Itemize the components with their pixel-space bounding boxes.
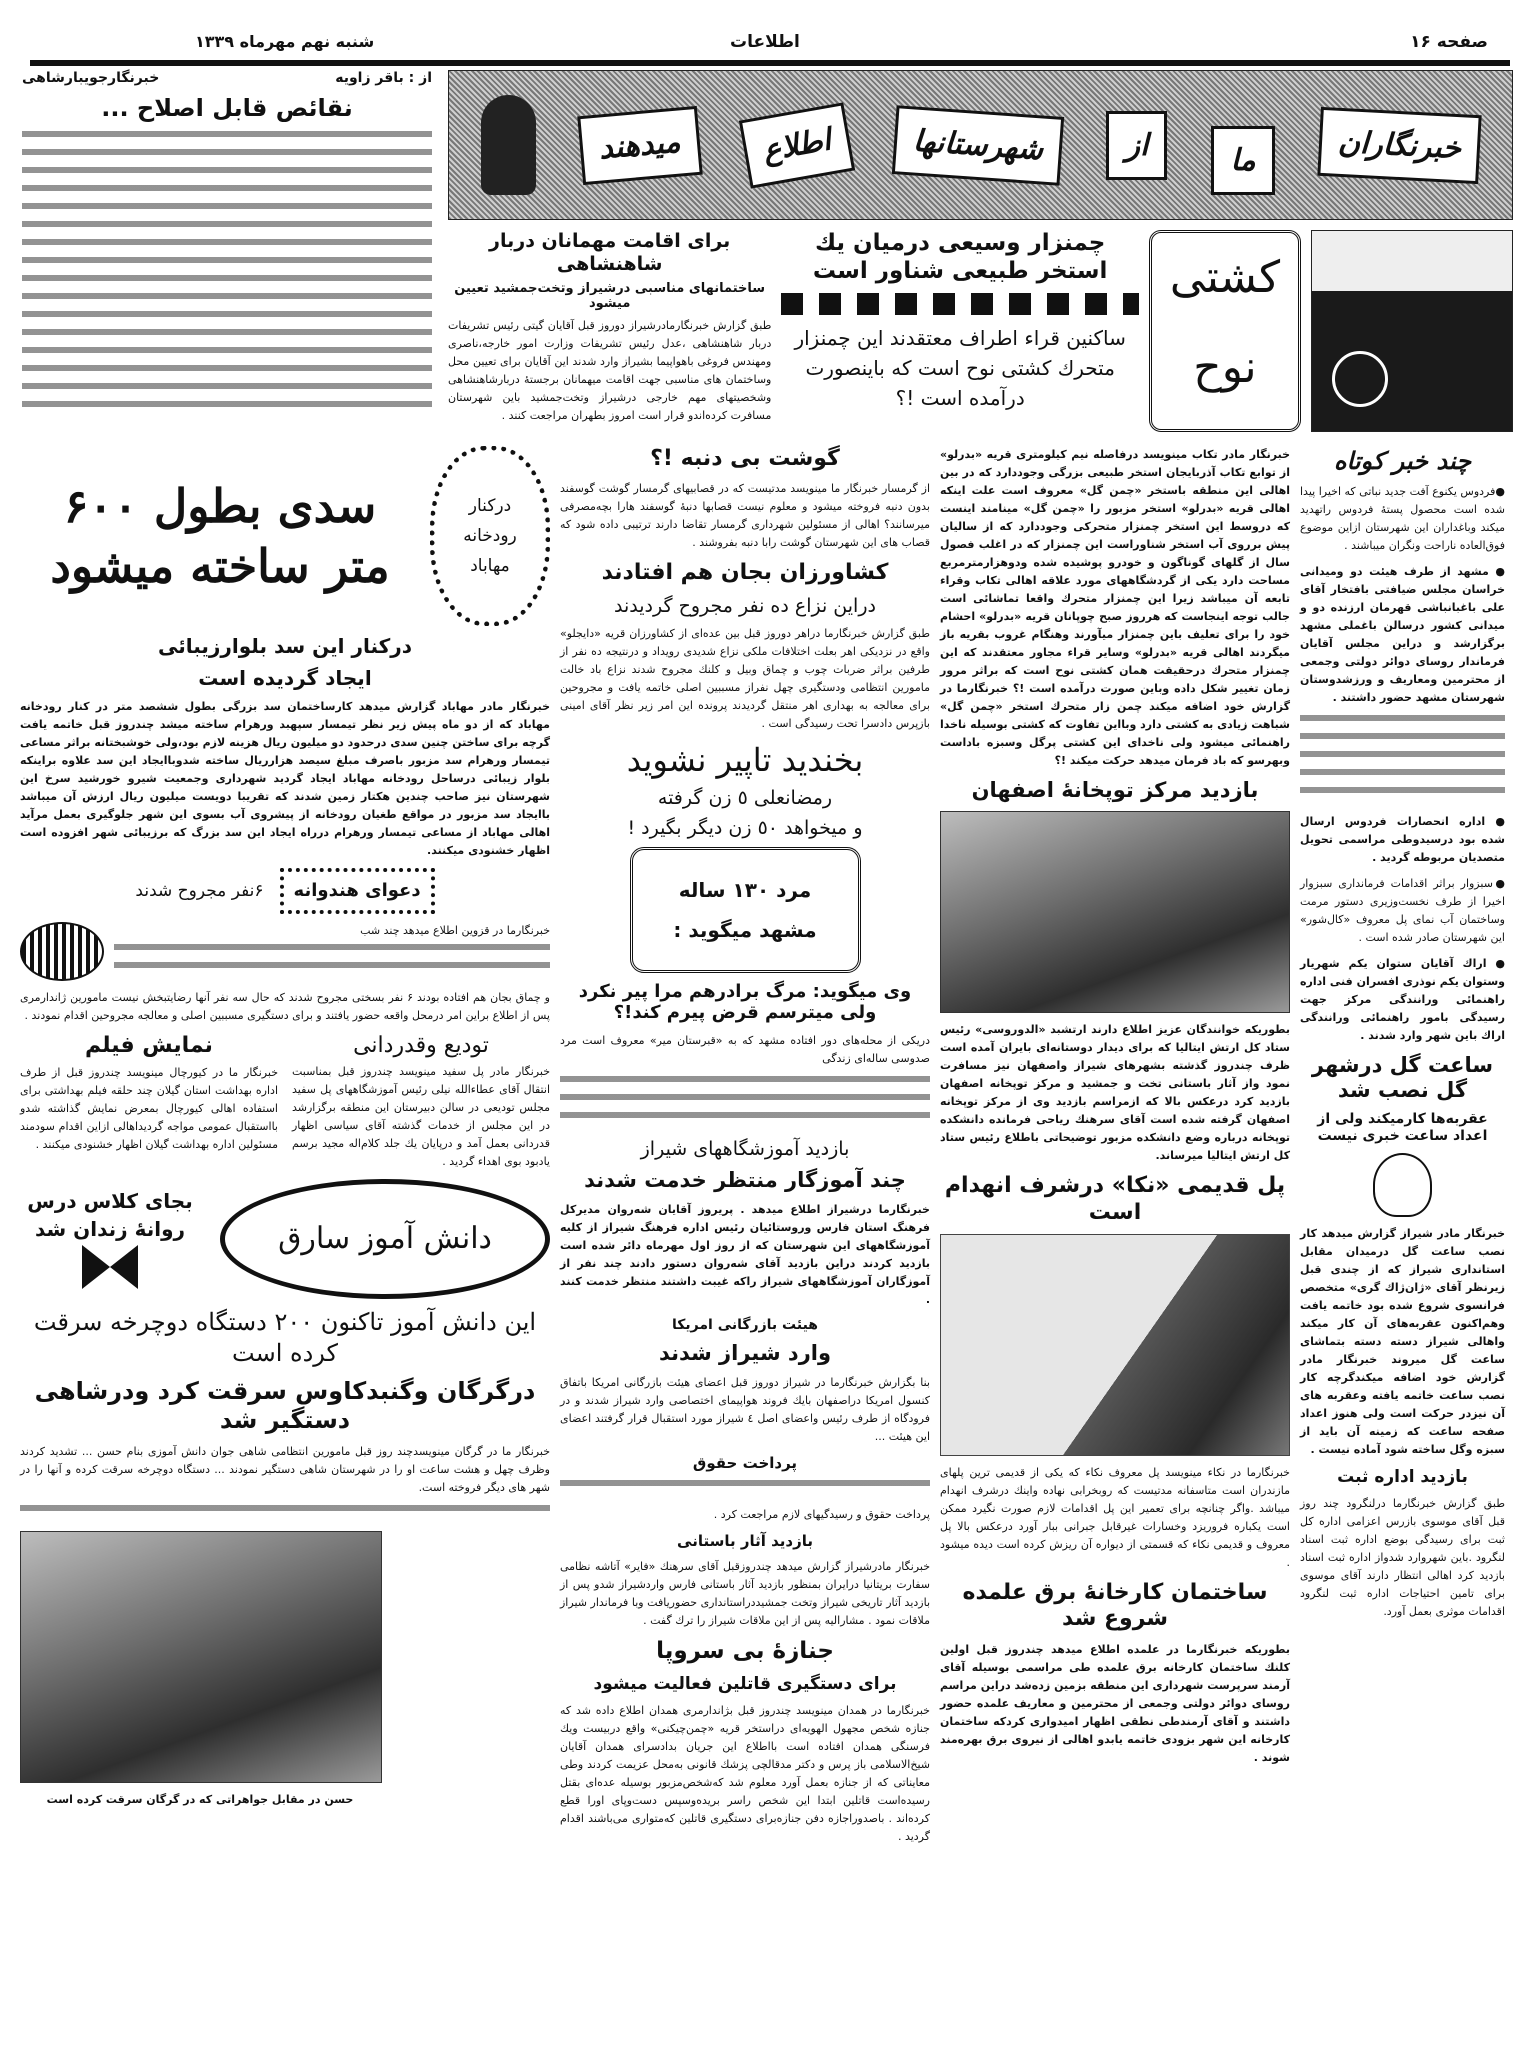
short-news-item: ● مشهد از طرف هیئت دو ومیدانی خراسان مجلس ضیافتی بافتخار آقای علی باغبانباشی قهرمان ارزنده دو و میدانی کشور درسالن باغملی مشهد برگزارشد و دراین مجلس آقایان فرماندار روسای دوائر دولتی وجمعی از محترمین ومعاریف و ورزشدوستان شهرستان مشهد حضور داشتند . — [1300, 565, 1505, 704]
banner-sign: خبرنگاران — [1317, 106, 1481, 183]
top-band — [0, 70, 1518, 432]
short-news-item: ●سبزوار براثر اقدامات فرمانداری سبزوار اخیرا از طرف نخست‌وزیری دستور مرمت وساختمان آب نمای پل معروف «کال‌شور» این شهرستان صادر شده است . — [1300, 877, 1505, 944]
bowtie-icon — [82, 1245, 138, 1289]
headline-ark: چمنزار وسیعی درمیان یك استخر طبیعی شناور است — [812, 230, 1108, 284]
subhead-clock: عقربه‌ها کارمیکند ولی از اعداد ساعت خبری نیست — [1317, 1111, 1488, 1145]
farewell-article — [292, 1033, 550, 1171]
article-body-royal-guests: طبق گزارش خبرنگارمادرشیراز دوروز قبل آقایان گیتی رئیس تشریفات دربار شاهنشاهی ،عدل رئیس تشریفات وزارت امور خارجه،ناصری ومهندس فروغی باهواپیما بشیراز وارد شدند این آقایان برای تعیین محل وساختمان های مناسبی جهت اقامت میهمانان برجستهٔ دربارشاهنشاهی وشخصیتهای مهم خارجی درشیراز وتخت‌جمشید باین شهرستان مسافرت کرده‌اندو قرار است امروز بطهران مراجعت کنند . — [448, 318, 772, 422]
headline-royal-guests: برای اقامت مهمانان دربار شاهنشاهی — [489, 230, 731, 275]
reporter-credit: خبرنگارجویبارشاهی — [22, 70, 160, 86]
page-number: صفحه ۱۶ — [1410, 32, 1488, 52]
headline-farewell: تودیع وقدردانی — [353, 1032, 489, 1058]
watermelon-icon — [20, 922, 104, 981]
oval-student-thief: دانش آموز سارق — [220, 1179, 550, 1299]
headline-reform: نقائص قابل اصلاح ... — [101, 94, 353, 122]
watermelon-heading-row — [20, 868, 550, 914]
banner-sign: ما — [1211, 126, 1274, 195]
article-body-ark: خبرنگار مادر تکاب مینویسد درفاصله نیم کیلومتری قریه «بدرلو» از توابع تکاب آذربایجان استخر طبیعی بزرگی وجوددارد که در بین اهالی این منطقه باستخر «چمن گل» معروف است علت اینکه اهالی قریه «بدرلو» استخر مزبور را «چمن گل» مینامند اینست که دروسط این استخر چمنزار متحرکی وجوددارد که از سالیان پیش برروی آب استخر شناوراست این چمنزار که در اغلب فصول سال از گلهای گوناگون و خودرو پوشیده شده ودوهزارمترمربع مساحت دارد یکی از گردشگاههای مورد علاقه اهالی تکاب وقراء تابعه آن میباشد زیرا این چمنزار متحرك واقعا تماشائی است جالب توجه اینجاست که هرروز صبح چوپانان قریه «بدرلو» احشام خود را برای تعلیف باین چمنزار میآورند وهنگام غروب بقریه باز میگردند اهالی قریه «بدرلو» وسایر قراء مجاور معتقدند که این چمنزار متحرك درحقیقت همان کشتی نوح است که براثر مرور زمان تغییر شکل داده وباین صورت درآمده است !؟ خبرنگارما در گزارش خود اضافه میکند چمن زار متحرك استخر «چمن گل» شباهت زیادی به کشتی دارد وبااین تفاوت که کشتی بوسیله ناخدا راهنمائی میشود ولی ناخدای این کشتی پرگل وسبزه باداست وبهرسو که باد فرمان میدهد حرکت میکند !؟ — [940, 448, 1290, 767]
banner-sign: شهرستانها — [892, 105, 1065, 186]
watermelon-body-row — [20, 922, 550, 981]
headline-dam — [20, 476, 420, 596]
headline-us-delegation: وارد شیراز شدند — [658, 1341, 832, 1366]
kicker-student-2: روانهٔ زندان شد — [34, 1216, 186, 1241]
article-body-shiraz-schools: خبرنگارما درشیراز اطلاع میدهد . پریروز آقایان شه‌روان مدیرکل فرهنگ استان فارس وروستائیان رئیس اداره فرهنگ شیراز از کلیه آموزشگاههای این شهرستان که از روز اول مهرماه دائر شده است بازدید کردند دراین بازدید آقای شه‌روان دستور دادند چند نفر از آموزگاران آموزشگاههای شیراز راکه غیبت داشتند منتظر خدمت کنند . — [560, 1203, 930, 1307]
flower-clock-icon — [1373, 1153, 1432, 1217]
short-news-item: ● اداره انحصارات فردوس ارسال شده بود درسیدوطی مراسمی تحویل متصدیان مربوطه گردید . — [1300, 815, 1505, 864]
newspaper-name: اطلاعات — [730, 32, 800, 52]
subhead-corpse: برای دستگیری قاتلین فعالیت میشود — [593, 1673, 897, 1694]
phone-man-illustration — [1311, 230, 1513, 432]
article-body-registry: طبق گزارش خبرنگارما درلنگرود چند روز قبل آقای موسوی بازرس اعزامی اداره کل ثبت برای رسیدگی بوضع اداره ثبت اسناد لنگرود .باین شهروارد شدواز اداره ثبت اسناد بازدید کرد اهالی انتظار دارند آقای موسوی برای تامین احتیاجات اداره ثبت لنگرود اقدامات موثری بعمل آورد. — [1300, 1497, 1505, 1619]
headline-relics: بازدید آثار باستانی — [677, 1532, 813, 1551]
headline-meat: گوشت بی دنبه !؟ — [650, 446, 840, 471]
top-left-column — [22, 70, 432, 411]
article-body-us-delegation: بنا بگزارش خبرنگارما در شیراز دوروز قبل اعضای هیئت بازرگانی امریکا باتفاق کنسول امریکا دراصفهان بایك فروند هواپیمای اختصاصی وارد شیراز شدند و در فرودگاه از طرف رئیس واعضای اصل ٤ شیراز مورد استقبال قرار گرفتند اعضای این هیئت ... — [560, 1376, 930, 1444]
headline-artillery: بازدید مرکز توپخانهٔ اصفهان — [971, 778, 1259, 802]
headline-corpse: جنازهٔ بی سروپا — [656, 1638, 834, 1665]
article-body-pay-end: پرداخت حقوق و رسیدگیهای لازم مراجعت کرد . — [713, 1508, 930, 1522]
headline-farmers: کشاورزان بجان هم افتادند — [601, 560, 889, 586]
royal-guests-article — [448, 230, 771, 425]
subhead-dam-1: درکنار این سد بلوارزیبائی — [157, 634, 413, 658]
headline-dam-line1: سدی بطول ۶۰۰ — [63, 479, 377, 533]
subhead-ark: ساکنین قراء اطراف معتقدند این چمنزار متحرك کشتی نوح است که باینصورت درآمده است !؟ — [794, 326, 1126, 411]
dam-heading-row — [20, 446, 550, 626]
film-article — [20, 1033, 278, 1154]
age-box-line1: مرد ۱۳۰ ساله — [678, 877, 812, 902]
headline-laugh: بخندید تاپیر نشوید — [626, 740, 864, 779]
article-body-watermelon-mid — [114, 944, 550, 980]
starburst-line: درکنار — [468, 496, 512, 516]
headline-student-1: این دانش آموز تاکنون ۲۰۰ دستگاه دوچرخه سرقت کرده است — [33, 1307, 537, 1367]
subhead-farmers: دراین نزاع ده نفر مجروح گردیدند — [614, 594, 876, 617]
subhead-dam-2: ایجاد گردیده است — [198, 666, 372, 690]
top-stories-row — [448, 230, 1513, 432]
article-body-pay — [560, 1480, 930, 1498]
starburst-line: رودخانه — [463, 526, 517, 546]
subhead-royal-guests: ساختمانهای مناسبی درشیراز وتخت‌جمشید تعیین میشود — [454, 280, 766, 312]
square-divider — [781, 293, 1139, 315]
headline-pay: پرداخت حقوق — [692, 1454, 798, 1473]
headline-shiraz-schools: چند آموزگار منتظر خدمت شدند — [584, 1167, 906, 1192]
article-body-reform — [22, 131, 432, 411]
subhead-watermelon: ۶نفر مجروح شدند — [135, 880, 264, 901]
top-right-area — [448, 70, 1513, 432]
article-body-corpse: خبرنگارما در همدان مینویسد چندروز قبل بژاندارمری همدان اطلاع داده شد که جنازه شخص مجهول الهویه‌ای دراستخر قریه «چمن‌چیکنی» واقع دربیست ویك فرسنگی همدان افتاده است بااطلاع این جریان بدادسرای همدان آقایان شیخ‌الاسلامی باز پرس و دکتر مدقالچی پزشك قانونی به‌محل عزیمت کردند وطی معایناتی که از جنازه بعمل آورد معلوم شد که‌شخص‌مزبور بوسیله عده‌ای بقتل رسیده‌است قاتلین ابتدا این شخص راسر بریده‌وسپس دست‌وپای اورا قطع کرده‌اند . باصدوراجازه دفن جنازه‌برای دستگیری قاتلین که‌متواری می‌باشند اقدام گردید . — [560, 1703, 930, 1843]
column-left — [20, 446, 550, 1809]
article-body-film: خبرنگار ما در کیورچال مینویسد چندروز قبل از طرف اداره بهداشت استان گیلان چند حلقه فیلم بهداشتی برای استفاده اهالی کیورچال بمعرض نمایش گذاشته شدو بااستقبال عمومی مواجه گردیداهالی ازاین اقدام سودمند مسئولین اداره بهداشت گیلان اظهار خشنودی میکنند . — [20, 1065, 278, 1151]
artillery-photo — [940, 811, 1290, 1013]
kicker-shiraz-schools: بازدید آموزشگاههای شیراز — [640, 1137, 850, 1160]
article-body-student: خبرنگار ما در گرگان مینویسدچند روز قبل مامورین انتظامی شاهی جوان دانش آموزی بنام حسن ... تشدید کردند وظرف چهل و هشت ساعت او را در شهرستان شاهی دستگیر نمودند ... دستگاه دوچرخه سرقت کرده و آنها را در شهر های دیگر فروخته است. — [20, 1444, 550, 1494]
neka-bridge-photo — [940, 1234, 1290, 1456]
headline-clock: ساعت گل درشهر گل نصب شد — [1311, 1053, 1494, 1103]
headline-student-2: درگرگان وگنبدکاوس سرقت کرد ودرشاهی دستگیر شد — [34, 1376, 536, 1434]
article-body-meat: از گرمسار خبرنگار ما مینویسد مدتیست که در قصابیهای گرمسار گوشت گوسفند بدون دنبه فروخته میشود و معلوم نیست قصابها دنبهٔ گوسفند هارا بچه‌مصرفی میرسانند؟ اهالی از مسئولین شهرداری گرمسار تقاضا دارند ترتیبی داده شود که قصاب های این شهرستان گوشت رابا دنبه بفروشند . — [560, 482, 930, 550]
headline-watermelon: دعوای هندوانه — [280, 868, 435, 914]
article-body-laugh-col1 — [560, 1076, 930, 1130]
article-body-farmers: طبق گزارش خبرنگارما دراهر دوروز قبل بین عده‌ای از کشاورزان قریه «دایجلو» واقع در نزدیکی اهر بعلت اختلافات ملکی نزاع شدیدی رویداد و درنتیجه ده نفر از طرفین براثر ضربات چوب و چماق وبیل و کلنك مجروح شدند نزاع باد خالت مامورین انتظامی ودستگیری چهل نفراز مسببین اصلی خاتمه یافت و مجروحین برای معالجه به بهداری اهر منتقل گردیدند پرونده این امر زیر نظر آقای امینی بازپرس دادسرا تحت رسیدگی است . — [560, 626, 930, 730]
banner-sign: از — [1106, 111, 1167, 180]
student-kicker — [20, 1189, 200, 1289]
masthead-rule — [30, 60, 1510, 66]
age-box-line2: مشهد میگوید : — [673, 917, 817, 942]
column-center-right — [940, 446, 1290, 1767]
banner-sign: میدهند — [577, 105, 702, 184]
short-news-item: ●فردوس یکنوع آفت جدید نباتی که اخیرا پیدا شده است محصول پستهٔ فردوس راتهدید میکند وباغداران این شهرستان ازاین موضوع فوق‌العاده ناراحت ونگران میباشند . — [1300, 485, 1505, 552]
caption-artillery: بطوریکه خوانندگان عزیز اطلاع دارند ارتشبد «الدوروسی» رئیس ستاد کل ارتش ایتالیا که برای دیدار دوستانه‌ای بایران آمده است ظرف چندروز گذشته بشهرهای شیراز واصفهان نیز مسافرت نمود واز آثار باستانی تخت و جمشید و مرکز توپخانه اصفهان بازدید کرد درعکس بالا که ازمراسم بازدید وی از مرکز توپخانه اصفهان گرفته شده است آقای سرهنك ریاحی فرمانده دانشکده توپخانه درباره وضع دانشکده مزبور توضیحاتی باطلاع رئیس ستاد کل ارتش ایتالیا میرساند. — [940, 1023, 1290, 1163]
article-body-farewell: خبرنگار مادر پل سفید مینویسد چندروز قبل بمناسبت انتقال آقای عطاءالله نیلی رئیس آموزشگاههای پل سفید مجلس تودیعی در سالن دبیرستان این منطقه برگزارشد در این مجلس از خدمات گذشته آقای سیاسی اظهار قدردانی بعمل آمد و درپایان یك جلد کلام‌اله مجید برسم یادبود بوی اهداء گردید . — [292, 1064, 550, 1168]
starburst-line: مهاباد — [470, 556, 510, 576]
headline-registry: بازدید اداره ثبت — [1337, 1466, 1468, 1487]
banner-sign: اطلاع — [739, 102, 855, 188]
short-news-item: ● اراك آقایان ستوان یکم شهریار وستوان یکم نوذری افسران فنی اداره راهنمائی ورانندگی مرکز جهت رسیدگی بامور راهنمائی ورانندگی اراك باین شهر وارد شدند . — [1300, 957, 1505, 1042]
article-body-clock: خبرنگار مادر شیراز گزارش میدهد کار نصب ساعت گل درمیدان مقابل استانداری شیراز که از چندی قبل زیرنظر آقای «ژان‌ژاك گری» متخصص فرانسوی شروع شده بود خاتمه یافت وهم‌اکنون عقربه‌های آن کار میکند واهالی شیراز دسته دسته بتماشای ساعت گل میروند خبرنگار مادر گزارش خود اضافه میکندگرچه کار نصب ساعت خاتمه یافته وعقربه های آن نیزدر حرکت است ولی هنوز اعداد صفحه ساعت که زمینه آن باید از سبزه وگل ساخته شود آماده نیست . — [1300, 1226, 1505, 1456]
article-body-watermelon-start: خبرنگارما در قزوین اطلاع میدهد چند شب — [360, 923, 550, 937]
telephone-icon — [1332, 351, 1388, 407]
student-kicker-row — [20, 1179, 550, 1299]
caption-neka-bridge: خبرنگارما در نکاء مینویسد پل معروف نکاء که یکی از قدیمی ترین پلهای مازندران است متاسفانه مدتیست که روبخرابی نهاده واینك درشرف انهدام میباشد .واگر چنانچه برای تعمیر این پل اقدامات لازم صورت نگیرد ممکن است یکباره فروریزد وخسارات غیرقابل جبرانی ببار آورد درعکس بالا پل معروف و قدیمی نکاء که قسمتی از دیواره آن ریزش کرده است دیده میشود . — [940, 1465, 1290, 1569]
masthead — [0, 0, 1518, 70]
column-center-left — [560, 446, 930, 1846]
headline-dam-line2: متر ساخته میشود — [50, 539, 390, 593]
phone-man-left — [481, 95, 536, 195]
headline-film: نمایش فیلم — [85, 1032, 213, 1058]
headline-power-plant: ساختمان کارخانهٔ برق علمده شروع شد — [962, 1579, 1268, 1632]
main-band — [0, 446, 1518, 1846]
short-news-filler — [1300, 715, 1505, 805]
article-body-dam: خبرنگار مادر مهاباد گزارش میدهد کارساختمان سد بزرگی بطول ششصد متر در کنار رودخانه مهاباد که از دو ماه پیش زیر نظر تیمسار سپهبد ورهرام ساخته میشد چندروز قبل خاتمه یافت گرچه برای ساختن چنین سدی درحدود دو میلیون ریال هزینه لازم بود،ولی خوشبختانه براثر مساعی تیمسار ورهرام سد مزبور باصرف مبلغ سیصد هزارریال ساخته شدوباایجاد این سد علاوه براینکه بلوار زیبائی درساحل رودخانه مهاباد ایجاد گردید شهرداری وجمعیت شیرو خورشید سرخ این شهرستان نیز صاحب چندین هکتار زمین شدند که تقریبا دویست میلیون ریال ارزش آن میباشد باایجاد سد مزبور در مواقع طغیان رودخانه از پیشروی آب بسوی این شهر جلوگیری بعمل مرآید اهالی مهاباد از مساعی تیمسار ورهرام درراه ایجاد این سد بزرگ که برزیبائی شهر افزوده است اظهار خشنودی میکنند. — [20, 700, 550, 857]
headline-short-news: چند خبر کوتاه — [1333, 446, 1472, 475]
ark-heading-block — [781, 230, 1139, 413]
ark-box — [1149, 230, 1301, 432]
kicker-student-1: بجای کلاس درس — [27, 1188, 193, 1213]
subhead-laugh-1: رمضانعلی ٥ زن گرفته — [657, 786, 833, 809]
ark-box-line2: نوح — [1193, 342, 1257, 393]
caption-student-photo: حسن در مقابل جواهراتی که در گرگان سرقت کرده است — [46, 1792, 354, 1806]
headline-quote: وی میگوید: مرگ برادرهم مرا پیر نکرد ولی میترسم قرض پیرم کند!؟ — [578, 980, 912, 1024]
article-body-student-more — [20, 1505, 550, 1523]
issue-date: شنبه نهم مهرماه ۱۳۳۹ — [195, 32, 375, 51]
ark-box-line1: کشتی — [1169, 252, 1281, 303]
article-body-watermelon: و چماق بجان هم افتاده بودند ۶ نفر بسختی مجروح شدند که حال سه نفر آنها رضایتبخش نیست مامورین ژاندارمری پس از اطلاع براین امر درمحل واقعه حضور یافتند و برای دستگیری مسببین اصلی و معالجه مجروحین اقدام نمودند . — [20, 990, 550, 1022]
banner-illustration — [448, 70, 1513, 220]
age-box — [630, 847, 861, 973]
starburst-badge — [430, 446, 550, 626]
byline: از : باقر زاویه — [335, 70, 432, 86]
article-body-power-plant: بطوریکه خبرنگارما در علمده اطلاع میدهد چندروز قبل اولین کلنك ساختمان کارخانه برق علمده طی مراسمی بوسیله آقای آرمند سرپرست شهرداری این منطقه بزمین زده‌شد دراین مراسم روسای دوائر دولتی وجمعی از محترمین و معاریف علمده حضور داشتند و آقای آرمندطی نطقی اظهار امیدواری کردکه ساختمان کارخانه این شهر بزودی خاتمه یابدو اهالی از نیروی برق بهره‌مند شوند . — [940, 1642, 1290, 1764]
byline-row — [22, 70, 432, 86]
article-body-relics: خبرنگار مادرشیراز گزارش میدهد چندروزقبل آقای سرهنك «فایر» آتاشه نظامی سفارت بریتانیا درایران بمنظور بازدید آثار باستانی فارس واردشیراز شدو پس از بازدید آثار تاریخی شیراز وتخت جمشیددراستانداری حضوریافت وبا فرماندار شیراز ملاقات نمود . مشارالیه پس از این ملاقات شیراز را ترك گفت . — [560, 1560, 930, 1628]
column-right — [1300, 446, 1505, 1621]
watermelon-body-top — [114, 922, 550, 980]
article-body-laugh: دریکی از محله‌های دور افتاده مشهد که به «قبرستان میر» معروف است مرد صدوسی ساله‌ای زندگی — [560, 1033, 930, 1065]
kicker-us-delegation: هیئت بازرگانی امریکا — [672, 1317, 818, 1334]
film-farewell-row — [20, 1033, 550, 1171]
headline-neka-bridge: پل قدیمی «نکا» درشرف انهدام است — [944, 1173, 1286, 1225]
subhead-laugh-2: و میخواهد ٥٠ زن دیگر بگیرد ! — [627, 816, 863, 839]
student-photo — [20, 1531, 382, 1783]
